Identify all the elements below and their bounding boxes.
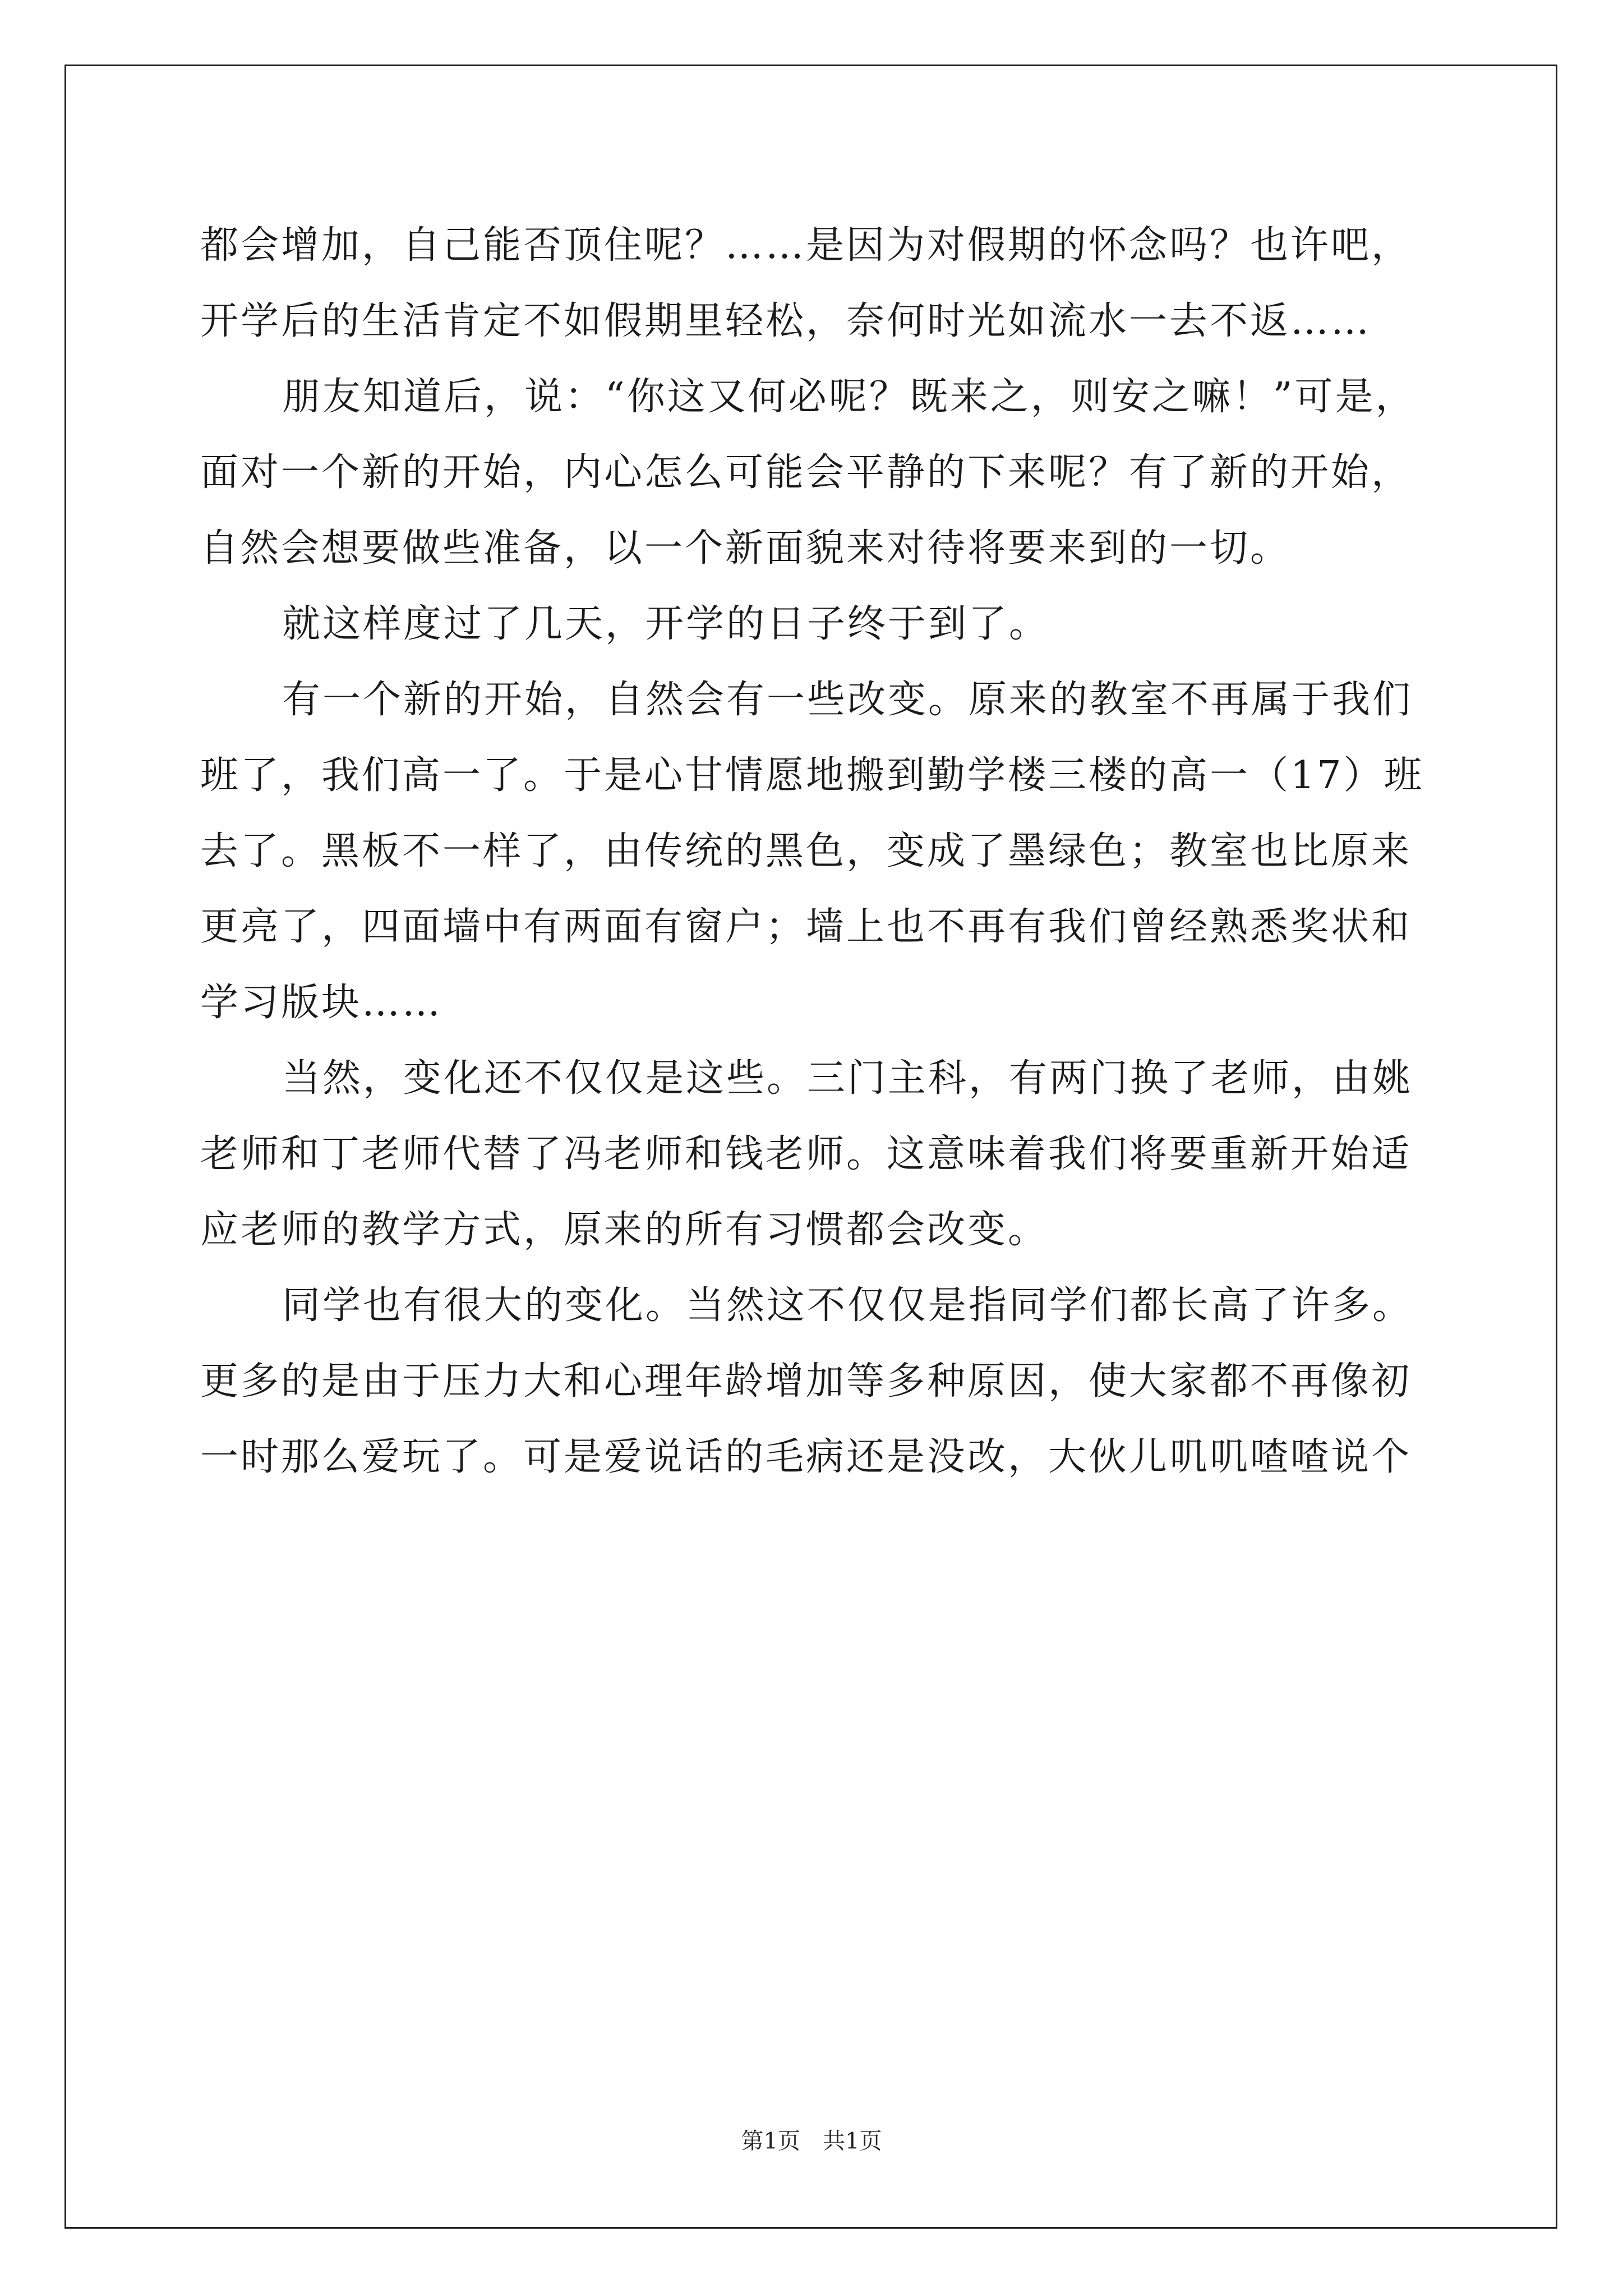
text-line: 朋友知道后，说：“你这又何必呢？既来之，则安之嘛！”可是， xyxy=(282,375,1416,419)
text-line: 更亮了，四面墙中有两面有窗户；墙上也不再有我们曾经熟悉奖状和 xyxy=(200,905,1412,949)
text-line: 有一个新的开始，自然会有一些改变。原来的教室不再属于我们 xyxy=(282,678,1413,722)
text-line: 去了。黑板不一样了，由传统的黑色，变成了墨绿色；教室也比原来 xyxy=(200,829,1412,873)
text-line: 班了，我们高一了。于是心甘情愿地搬到勤学楼三楼的高一（17）班 xyxy=(200,753,1424,798)
text-line: 老师和丁老师代替了冯老师和钱老师。这意味着我们将要重新开始适 xyxy=(200,1132,1412,1176)
text-line: 面对一个新的开始，内心怎么可能会平静的下来呢？有了新的开始， xyxy=(200,450,1412,495)
document-body xyxy=(200,208,1442,1495)
text-line: 学习版块…… xyxy=(200,981,443,1025)
text-line: 应老师的教学方式，原来的所有习惯都会改变。 xyxy=(200,1208,1049,1252)
page-number-footer: 第1页 共1页 xyxy=(741,2128,882,2154)
text-line: 自然会想要做些准备，以一个新面貌来对待将要来到的一切。 xyxy=(200,526,1291,570)
text-line: 就这样度过了几天，开学的日子终于到了。 xyxy=(282,602,1050,646)
text-line: 当然，变化还不仅仅是这些。三门主科，有两门换了老师，由姚 xyxy=(282,1056,1413,1101)
text-line: 开学后的生活肯定不如假期里轻松，奈何时光如流水一去不返…… xyxy=(200,299,1372,343)
text-line: 都会增加，自己能否顶住呢？……是因为对假期的怀念吗？也许吧， xyxy=(200,223,1412,268)
text-line: 更多的是由于压力大和心理年龄增加等多种原因，使大家都不再像初 xyxy=(200,1359,1412,1404)
text-line: 同学也有很大的变化。当然这不仅仅是指同学们都长高了许多。 xyxy=(282,1283,1413,1328)
text-line: 一时那么爱玩了。可是爱说话的毛病还是没改，大伙儿叽叽喳喳说个 xyxy=(200,1435,1412,1479)
